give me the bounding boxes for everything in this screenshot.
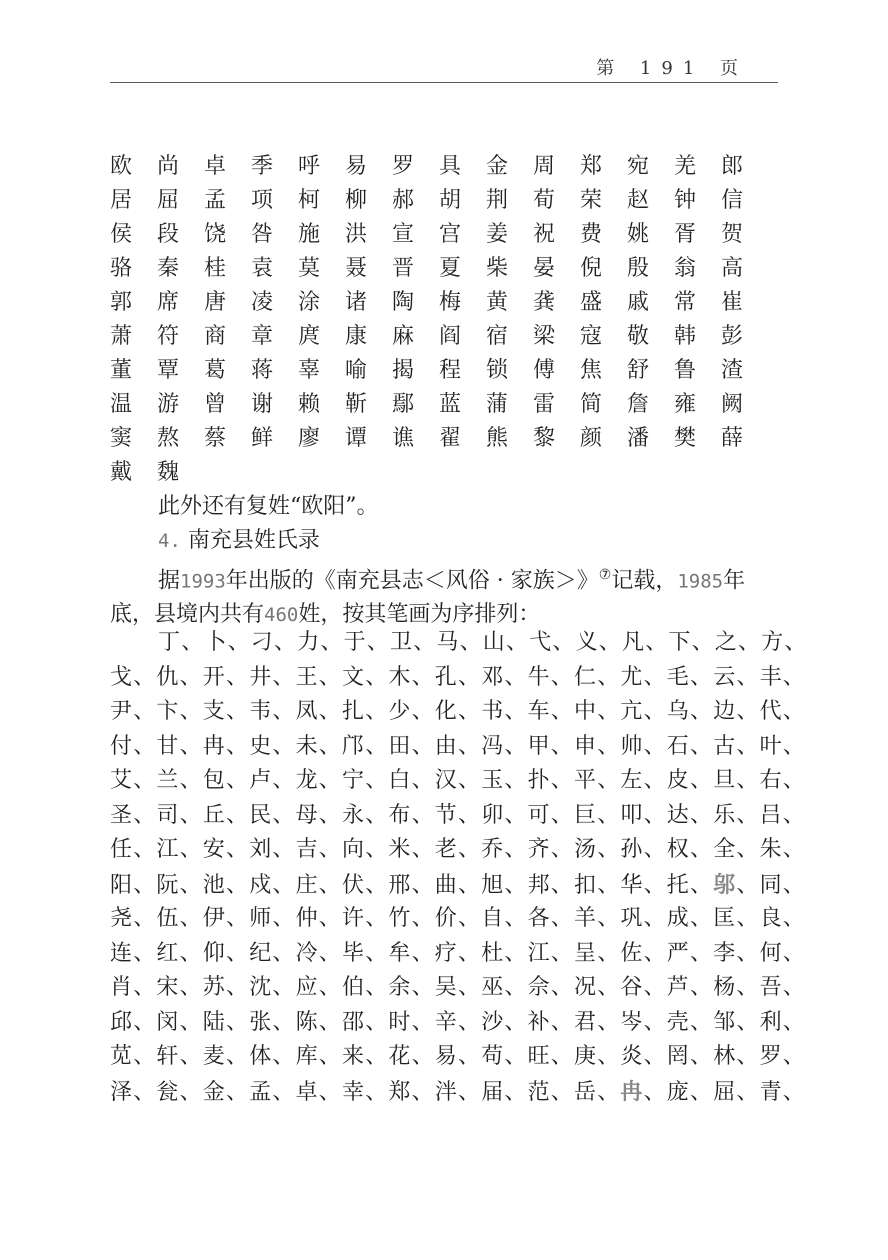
surname-cell: 阎 <box>439 324 462 349</box>
surname-cell: 孟 <box>204 188 227 213</box>
stroke-list-text: 邱、闵、陆、张、陈、邵、时、辛、沙、补、君、岑、壳、邹、利、 <box>110 1009 807 1035</box>
intro-text: 年出版的《南充县志＜风俗 · 家族＞》 <box>225 568 599 594</box>
intro-line-1 <box>110 558 780 598</box>
record-year: 1985 <box>677 570 724 593</box>
surname-cell: 罗 <box>392 154 415 179</box>
surname-cell: 寇 <box>580 324 603 349</box>
surname-cell: 熬 <box>157 426 180 451</box>
surname-cell: 侯 <box>110 222 133 247</box>
stroke-list-text: 艾、兰、包、卢、龙、宁、白、汉、玉、扑、平、左、皮、旦、右、 <box>110 768 807 793</box>
surname-cell: 祝 <box>533 222 556 247</box>
surname-cell: 焦 <box>580 358 603 383</box>
stroke-list-line <box>110 971 807 1006</box>
page-header <box>110 54 778 83</box>
surname-cell: 戚 <box>627 290 650 315</box>
grid-row <box>110 218 770 252</box>
surname-cell: 席 <box>157 290 180 315</box>
stroke-list-text: 肖、宋、苏、沈、应、伯、余、吴、巫、佘、况、谷、芦、杨、吾、 <box>110 975 807 1000</box>
stroke-list-text: 尹、卞、支、韦、凤、扎、少、化、书、车、中、亢、乌、边、代、 <box>110 699 807 724</box>
stroke-list-text: 丁、卜、刁、力、于、卫、马、山、弋、义、凡、下、之、方、 <box>158 630 808 655</box>
surname-cell: 敬 <box>627 324 650 349</box>
surname-cell: 郎 <box>721 154 744 179</box>
surname-cell: 韩 <box>674 324 697 349</box>
stroke-list-text: 圣、司、丘、民、母、永、布、节、卯、可、巨、叩、达、乐、吕、 <box>110 802 807 828</box>
page-number: 第 191 页 <box>596 58 748 79</box>
surname-cell: 程 <box>439 358 462 383</box>
surname-cell: 金 <box>486 154 509 179</box>
surname-cell: 郭 <box>110 290 133 315</box>
surname-cell: 游 <box>157 392 180 417</box>
surname-cell: 辜 <box>298 358 321 383</box>
rare-character: 冉 <box>620 1078 644 1105</box>
surname-cell: 费 <box>580 222 603 247</box>
grid-row <box>110 286 770 320</box>
stroke-list-line <box>110 1040 807 1075</box>
surname-cell: 雍 <box>674 392 697 417</box>
stroke-list-line <box>110 833 807 868</box>
surname-cell: 魏 <box>157 460 180 485</box>
surname-cell: 章 <box>251 324 274 349</box>
surname-cell: 骆 <box>110 256 133 281</box>
surname-cell: 潘 <box>627 426 650 451</box>
stroke-list-text: 、庞、屈、青、 <box>643 1079 807 1105</box>
surname-cell: 简 <box>580 392 603 417</box>
surname-cell: 温 <box>110 392 133 417</box>
surname-cell: 钟 <box>674 188 697 213</box>
surname-cell: 庹 <box>298 324 321 349</box>
surname-cell: 季 <box>251 154 274 179</box>
surname-cell: 陶 <box>392 290 415 315</box>
surname-cell: 郝 <box>392 188 415 213</box>
surname-cell: 渣 <box>721 358 744 383</box>
stroke-list-line <box>110 799 807 834</box>
stroke-order-list <box>110 626 808 1109</box>
surname-cell: 曾 <box>204 392 227 417</box>
surname-cell: 荀 <box>533 188 556 213</box>
grid-row <box>110 320 770 354</box>
surname-cell: 欧 <box>110 154 133 179</box>
compound-surname-note: 此外还有复姓“欧阳”。 <box>158 494 379 519</box>
surname-cell: 宣 <box>392 222 415 247</box>
surname-cell: 具 <box>439 154 462 179</box>
surname-cell: 靳 <box>345 392 368 417</box>
surname-cell: 萧 <box>110 324 133 349</box>
surname-cell: 夏 <box>439 256 462 281</box>
surname-cell: 易 <box>345 154 368 179</box>
surname-cell: 覃 <box>157 358 180 383</box>
surname-cell: 鲁 <box>674 358 697 383</box>
surname-cell: 蒋 <box>251 358 274 383</box>
surname-cell: 荆 <box>486 188 509 213</box>
stroke-list-line <box>110 730 807 765</box>
surname-cell: 晋 <box>392 256 415 281</box>
surname-count: 460 <box>264 604 299 627</box>
section-title: 南充县姓氏录 <box>187 528 320 553</box>
surname-cell: 莫 <box>298 256 321 281</box>
surname-cell: 卓 <box>204 154 227 179</box>
stroke-list-line <box>110 902 807 937</box>
surname-cell: 翟 <box>439 426 462 451</box>
surname-cell: 麻 <box>392 324 415 349</box>
surname-cell: 盛 <box>580 290 603 315</box>
surname-cell: 谭 <box>345 426 368 451</box>
stroke-list-line <box>110 661 807 696</box>
surname-cell: 谯 <box>392 426 415 451</box>
surname-cell: 姚 <box>627 222 650 247</box>
surname-cell: 戴 <box>110 460 133 485</box>
surname-cell: 熊 <box>486 426 509 451</box>
surname-cell: 谢 <box>251 392 274 417</box>
rare-character: 邬 <box>713 871 737 898</box>
surname-cell: 高 <box>721 256 744 281</box>
stroke-list-text: 、同、 <box>736 872 807 898</box>
surname-cell: 柯 <box>298 188 321 213</box>
surname-cell: 倪 <box>580 256 603 281</box>
surname-cell: 阙 <box>721 392 744 417</box>
surname-cell: 窦 <box>110 426 133 451</box>
surname-cell: 揭 <box>392 358 415 383</box>
surname-cell: 符 <box>157 324 180 349</box>
intro-text: 年 <box>723 568 746 594</box>
surname-cell: 彭 <box>721 324 744 349</box>
stroke-list-line <box>110 868 807 903</box>
surname-cell: 姜 <box>486 222 509 247</box>
surname-cell: 锁 <box>486 358 509 383</box>
surname-cell: 凌 <box>251 290 274 315</box>
surname-cell: 涂 <box>298 290 321 315</box>
surname-cell: 柳 <box>345 188 368 213</box>
surname-cell: 屈 <box>157 188 180 213</box>
surname-cell: 饶 <box>204 222 227 247</box>
stroke-list-text: 连、红、仰、纪、冷、毕、牟、疗、杜、江、呈、佐、严、李、何、 <box>110 940 807 966</box>
surname-cell: 黄 <box>486 290 509 315</box>
surname-cell: 梁 <box>533 324 556 349</box>
surname-cell: 呼 <box>298 154 321 179</box>
surname-cell: 羌 <box>674 154 697 179</box>
surname-cell: 雷 <box>533 392 556 417</box>
intro-text: 底，县境内共有 <box>110 602 265 628</box>
surname-cell: 宫 <box>439 222 462 247</box>
surname-cell: 胡 <box>439 188 462 213</box>
surname-cell: 咎 <box>251 222 274 247</box>
surname-cell: 董 <box>110 358 133 383</box>
surname-cell: 荣 <box>580 188 603 213</box>
surname-cell: 聂 <box>345 256 368 281</box>
stroke-list-text: 戈、仇、开、井、王、文、木、孔、邓、牛、仁、尤、毛、云、丰、 <box>110 664 807 690</box>
section-number: 4. <box>158 530 181 552</box>
surname-cell: 宛 <box>627 154 650 179</box>
stroke-list-text: 尧、伍、伊、师、仲、许、竹、价、自、各、羊、巩、成、匡、良、 <box>110 906 807 931</box>
surname-cell: 袁 <box>251 256 274 281</box>
surname-cell: 鲜 <box>251 426 274 451</box>
surname-cell: 蓝 <box>439 392 462 417</box>
surname-cell: 赖 <box>298 392 321 417</box>
surname-cell: 宿 <box>486 324 509 349</box>
surname-cell: 项 <box>251 188 274 213</box>
surname-cell: 桂 <box>204 256 227 281</box>
surname-cell: 龚 <box>533 290 556 315</box>
surname-cell: 胥 <box>674 222 697 247</box>
surname-cell: 郑 <box>580 154 603 179</box>
surname-cell: 信 <box>721 188 744 213</box>
grid-row <box>110 388 770 422</box>
stroke-list-line <box>110 626 808 661</box>
surname-cell: 薛 <box>721 426 744 451</box>
surname-cell: 蔡 <box>204 426 227 451</box>
stroke-list-line <box>110 764 807 799</box>
surname-grid <box>110 150 770 490</box>
footnote-marker[interactable]: ⑦ <box>598 567 612 583</box>
surname-cell: 贺 <box>721 222 744 247</box>
surname-cell: 颜 <box>580 426 603 451</box>
surname-cell: 黎 <box>533 426 556 451</box>
grid-row <box>110 150 770 184</box>
grid-row <box>110 456 770 490</box>
intro-text: 姓，按其笔画为序排列： <box>298 602 541 628</box>
surname-cell: 傅 <box>533 358 556 383</box>
surname-cell: 柴 <box>486 256 509 281</box>
surname-cell: 施 <box>298 222 321 247</box>
surname-cell: 崔 <box>721 290 744 315</box>
grid-row <box>110 184 770 218</box>
surname-cell: 葛 <box>204 358 227 383</box>
surname-cell: 秦 <box>157 256 180 281</box>
stroke-list-text: 苋、轩、麦、体、库、来、花、易、苟、旺、庚、炎、罔、林、罗、 <box>110 1044 807 1069</box>
grid-row <box>110 354 770 388</box>
surname-cell: 舒 <box>627 358 650 383</box>
publish-year: 1993 <box>180 570 226 593</box>
surname-cell: 蒲 <box>486 392 509 417</box>
surname-cell: 樊 <box>674 426 697 451</box>
surname-cell: 殷 <box>627 256 650 281</box>
surname-cell: 周 <box>533 154 556 179</box>
stroke-list-text: 阳、阮、池、戍、庄、伏、邢、曲、旭、邦、扣、华、托、 <box>110 872 714 898</box>
stroke-list-line <box>110 1075 807 1110</box>
intro-text: 据 <box>158 568 181 594</box>
intro-text: 记载， <box>611 568 678 594</box>
surname-cell: 鄢 <box>392 392 415 417</box>
surname-cell: 翁 <box>674 256 697 281</box>
surname-cell: 詹 <box>627 392 650 417</box>
surname-cell: 赵 <box>627 188 650 213</box>
grid-row <box>110 422 770 456</box>
stroke-list-line <box>110 1006 807 1041</box>
surname-cell: 居 <box>110 188 133 213</box>
surname-cell: 廖 <box>298 426 321 451</box>
surname-cell: 尚 <box>157 154 180 179</box>
surname-cell: 段 <box>157 222 180 247</box>
section-heading <box>110 524 828 558</box>
intro-paragraph <box>110 558 780 632</box>
surname-cell: 康 <box>345 324 368 349</box>
surname-cell: 洪 <box>345 222 368 247</box>
surname-cell: 喻 <box>345 358 368 383</box>
stroke-list-text: 任、江、安、刘、吉、向、米、老、乔、齐、汤、孙、权、全、朱、 <box>110 837 807 862</box>
surname-cell: 诸 <box>345 290 368 315</box>
surname-cell: 商 <box>204 324 227 349</box>
stroke-list-text: 付、甘、冉、史、未、邝、田、由、冯、甲、申、帅、石、古、叶、 <box>110 733 807 759</box>
stroke-list-line <box>110 695 807 730</box>
surname-cell: 梅 <box>439 290 462 315</box>
grid-row <box>110 252 770 286</box>
stroke-list-text: 泽、瓮、金、孟、卓、幸、郑、泮、届、范、岳、 <box>110 1079 621 1105</box>
surname-cell: 晏 <box>533 256 556 281</box>
surname-cell: 唐 <box>204 290 227 315</box>
stroke-list-line <box>110 937 807 972</box>
surname-cell: 常 <box>674 290 697 315</box>
